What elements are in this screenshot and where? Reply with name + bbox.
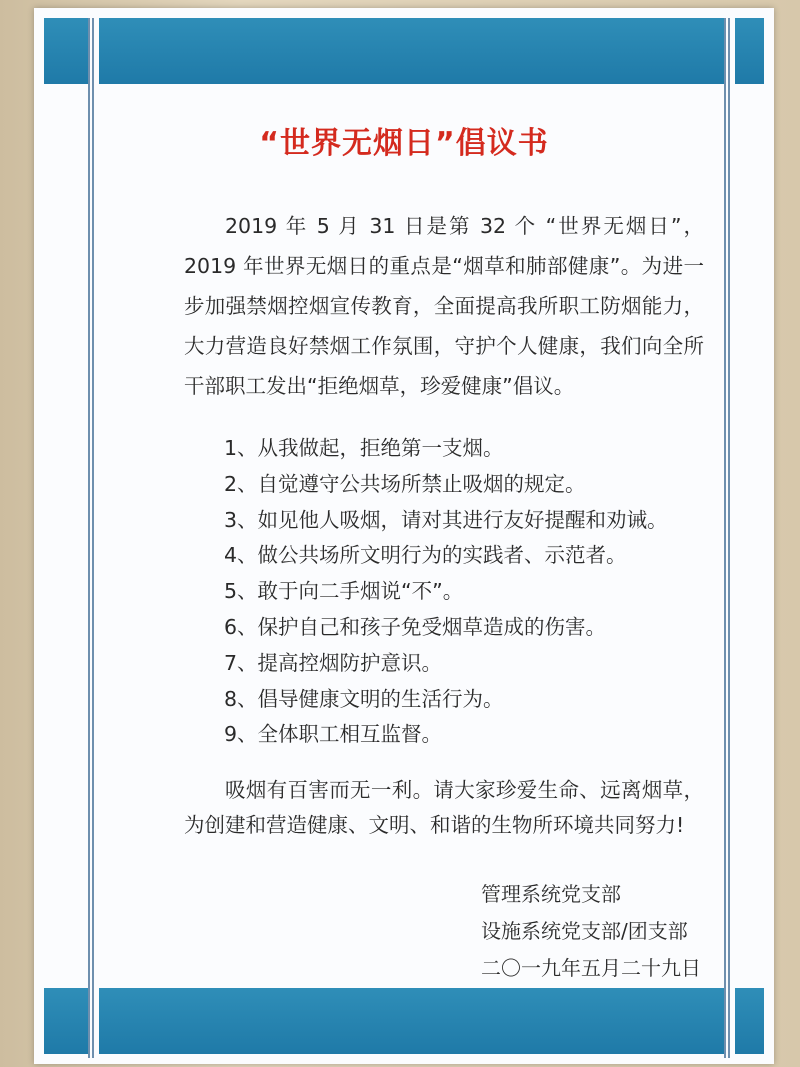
document-title: “世界无烟日”倡议书 — [259, 126, 549, 161]
list-item: 5、敢于向二手烟说“不”。 — [224, 579, 464, 604]
signature-org-1: 管理系统党支部 — [481, 882, 621, 906]
intro-paragraph: 2019 年 5 月 31 日是第 32 个 “世界无烟日”， 2019 年世界无烟日的重点是“烟草和肺部健康”。为进一步加强禁烟控烟宣传教育，全面提高我所职工防烟能力，大力营造良好禁烟工作氛围，守护个人健康，我们向全所干部职工发出“拒绝烟草，珍爱健康”倡议。 — [184, 214, 704, 398]
band-gap — [725, 988, 735, 1054]
frame-line-right — [728, 18, 730, 1058]
list-item: 6、保护自己和孩子免受烟草造成的伤害。 — [224, 614, 607, 639]
list-item: 2、自觉遵守公共场所禁止吸烟的规定。 — [224, 471, 586, 496]
band-gap — [89, 18, 99, 84]
band-gap — [89, 988, 99, 1054]
frame-line-left — [92, 18, 94, 1058]
initiative-list — [224, 431, 668, 753]
top-decorative-band — [44, 18, 764, 84]
list-item: 4、做公共场所文明行为的实践者、示范者。 — [224, 543, 627, 568]
list-item: 3、如见他人吸烟，请对其进行友好提醒和劝诫。 — [224, 507, 668, 532]
list-item: 1、从我做起，拒绝第一支烟。 — [224, 436, 504, 460]
band-gap — [725, 18, 735, 84]
closing-paragraph: 吸烟有百害而无一利。请大家珍爱生命、远离烟草，为创建和营造健康、文明、和谐的生物所环境共同努力! — [184, 778, 704, 837]
bottom-decorative-band — [44, 988, 764, 1054]
signature-org-2: 设施系统党支部/团支部 — [481, 919, 688, 943]
signature-date: 二〇一九年五月二十九日 — [481, 956, 701, 980]
frame-line-left — [88, 18, 90, 1058]
list-item: 7、提高控烟防护意识。 — [224, 650, 443, 675]
frame-line-right — [724, 18, 726, 1058]
list-item: 8、倡导健康文明的生活行为。 — [224, 686, 504, 711]
document-sheet — [34, 8, 774, 1064]
signature-block — [481, 876, 701, 987]
list-item: 9、全体职工相互监督。 — [224, 722, 443, 747]
